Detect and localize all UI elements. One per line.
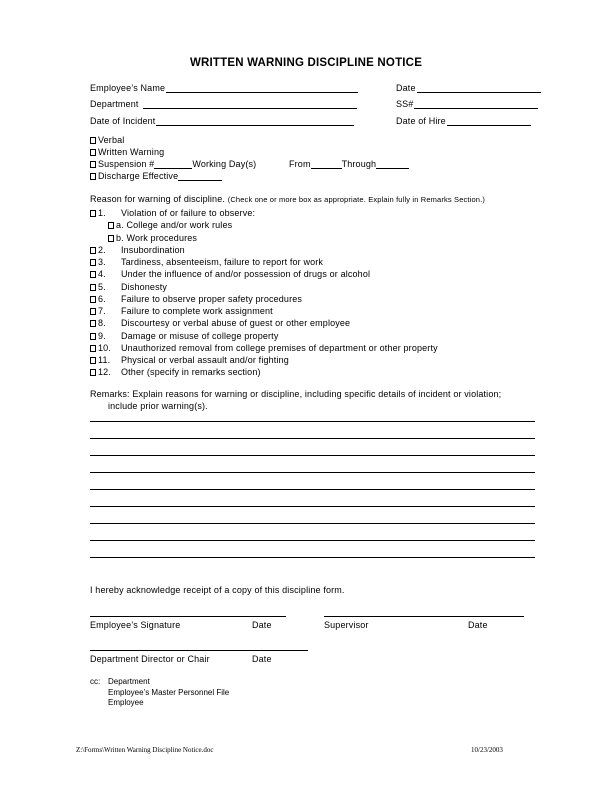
suspension-checkbox[interactable]: [90, 161, 96, 168]
department-field[interactable]: [90, 99, 357, 109]
reason-number: 12.: [98, 367, 111, 378]
reason-checkbox[interactable]: [108, 235, 114, 242]
reason-checkbox[interactable]: [108, 222, 114, 229]
remarks-line2: include prior warning(s).: [108, 401, 208, 411]
discharge-date-line[interactable]: [178, 171, 222, 181]
reason-number: 7.: [98, 306, 106, 316]
reason-item[interactable]: [90, 245, 185, 255]
date-line[interactable]: [417, 83, 541, 93]
remarks-line[interactable]: [90, 438, 535, 439]
reason-checkbox[interactable]: [90, 333, 96, 340]
date-field[interactable]: [396, 83, 541, 93]
footer-date: 10/23/2003: [471, 746, 503, 754]
written-warning-checkbox[interactable]: [90, 149, 96, 156]
employee-signature-label: Employee’s Signature: [90, 620, 181, 630]
from-line[interactable]: [311, 159, 342, 169]
reason-number: 1.: [98, 208, 106, 218]
reason-item[interactable]: [90, 318, 350, 328]
reason-item[interactable]: [90, 306, 273, 316]
reason-checkbox[interactable]: [90, 369, 96, 376]
date-label: Date: [396, 83, 416, 93]
reason-text: Physical or verbal assault and/or fighting: [121, 355, 289, 365]
reason-checkbox[interactable]: [90, 345, 96, 352]
reason-checkbox[interactable]: [90, 259, 96, 266]
supervisor-label: Supervisor: [324, 620, 369, 630]
reason-checkbox[interactable]: [90, 320, 96, 327]
reason-number: 4.: [98, 269, 106, 280]
reason-text: Failure to complete work assignment: [121, 306, 273, 316]
reason-item[interactable]: [90, 355, 289, 365]
remarks-line1: Remarks: Explain reasons for warning or discipline, including specific details of incident or violation;: [90, 389, 502, 399]
reason-text: Discourtesy or verbal abuse of guest or other employee: [121, 318, 351, 329]
reason-text: Insubordination: [121, 244, 185, 255]
reason-text: Dishonesty: [121, 281, 168, 292]
reason-text: b. Work procedures: [116, 232, 198, 243]
director-label: Department Director or Chair: [90, 654, 210, 664]
reason-text: Damage or misuse of college property: [121, 330, 279, 341]
reason-number: 6.: [98, 293, 106, 304]
working-days-label: Working Day(s): [192, 159, 257, 169]
employee-date-label: Date: [252, 620, 272, 630]
ss-field[interactable]: [396, 99, 538, 109]
reason-checkbox[interactable]: [90, 247, 96, 254]
reason-text: Other (specify in remarks section): [121, 367, 261, 378]
remarks-line[interactable]: [90, 557, 535, 558]
ss-label: SS#: [396, 99, 414, 109]
through-line[interactable]: [376, 159, 409, 169]
discharge-checkbox[interactable]: [90, 173, 96, 180]
reason-item[interactable]: [90, 331, 278, 341]
acknowledgement-text: I hereby acknowledge receipt of a copy of this discipline form.: [90, 585, 345, 595]
verbal-label: Verbal: [98, 135, 125, 145]
date-of-incident-field[interactable]: [90, 116, 354, 126]
director-signature-line[interactable]: [90, 650, 308, 651]
remarks-line[interactable]: [90, 523, 535, 524]
from-label: From: [289, 159, 311, 169]
reason-heading: [90, 194, 485, 204]
date-of-hire-field[interactable]: [396, 116, 531, 126]
reason-number: 5.: [98, 281, 106, 292]
reason-number: 9.: [98, 330, 106, 341]
suspension-label: Suspension #: [98, 159, 155, 169]
ss-line[interactable]: [414, 99, 538, 109]
reason-lead: Reason for warning of discipline.: [90, 194, 226, 204]
reason-checkbox[interactable]: [90, 284, 96, 291]
employee-name-line[interactable]: [166, 83, 358, 93]
through-label: Through: [341, 159, 377, 169]
reason-item[interactable]: [90, 294, 302, 304]
discharge-option[interactable]: [90, 171, 222, 181]
reason-item[interactable]: [90, 257, 323, 267]
cc-item-department: Department: [108, 677, 150, 686]
suspension-number-line[interactable]: [154, 159, 192, 169]
page-title: WRITTEN WARNING DISCIPLINE NOTICE: [189, 57, 423, 69]
remarks-line[interactable]: [90, 540, 535, 541]
reason-checkbox[interactable]: [90, 296, 96, 303]
verbal-checkbox[interactable]: [90, 137, 96, 144]
written-warning-option[interactable]: [90, 147, 164, 157]
reason-checkbox[interactable]: [90, 271, 96, 278]
remarks-line[interactable]: [90, 506, 535, 507]
reason-number: 8.: [98, 318, 106, 329]
date-of-incident-label: Date of Incident: [90, 116, 156, 126]
date-of-hire-line[interactable]: [447, 116, 531, 126]
reason-checkbox[interactable]: [90, 308, 96, 315]
written-warning-label: Written Warning: [98, 147, 165, 157]
reason-number: 2.: [98, 244, 106, 255]
reason-text: Violation of or failure to observe:: [121, 208, 256, 218]
suspension-period[interactable]: [289, 159, 409, 169]
reason-note: (Check one or more box as appropriate. Explain fully in Remarks Section.): [227, 195, 485, 204]
discharge-label: Discharge Effective: [98, 171, 179, 181]
employee-signature-line[interactable]: [90, 616, 286, 617]
reason-checkbox[interactable]: [90, 210, 96, 217]
reason-item[interactable]: [90, 208, 255, 218]
remarks-line[interactable]: [90, 421, 535, 422]
director-date-label: Date: [252, 654, 272, 664]
cc-item-personnel-file: Employee’s Master Personnel File: [108, 688, 230, 697]
department-label: Department: [90, 99, 139, 109]
remarks-line[interactable]: [90, 455, 535, 456]
reason-item[interactable]: [90, 282, 167, 292]
department-line[interactable]: [143, 99, 357, 109]
date-of-hire-label: Date of Hire: [396, 116, 446, 126]
remarks-line[interactable]: [90, 489, 535, 490]
reason-text: Unauthorized removal from college premises of department or other property: [121, 342, 438, 353]
reason-text: Failure to observe proper safety procedures: [121, 293, 303, 304]
reason-item[interactable]: [90, 367, 261, 377]
verbal-option[interactable]: [90, 135, 124, 145]
footer-file-path: Z:\Forms\Written Warning Discipline Notice.doc: [76, 746, 214, 754]
date-of-incident-line[interactable]: [156, 116, 354, 126]
reason-text: Under the influence of and/or possession of drugs or alcohol: [121, 269, 371, 280]
reason-item[interactable]: [90, 269, 370, 279]
cc-label: cc:: [90, 677, 101, 686]
reason-text: a. College and/or work rules: [116, 220, 233, 231]
reason-number: 10.: [98, 342, 111, 353]
supervisor-date-label: Date: [468, 620, 488, 630]
suspension-option[interactable]: [90, 159, 256, 169]
cc-item-employee: Employee: [108, 698, 144, 707]
reason-item[interactable]: [108, 220, 232, 230]
employee-name-label: Employee’s Name: [90, 83, 166, 93]
reason-item[interactable]: [90, 343, 438, 353]
reason-text: Tardiness, absenteeism, failure to report for work: [121, 257, 324, 267]
reason-number: 11.: [98, 355, 111, 365]
employee-name-field[interactable]: [90, 83, 358, 93]
remarks-line[interactable]: [90, 472, 535, 473]
reason-item[interactable]: [108, 233, 197, 243]
reason-number: 3.: [98, 257, 106, 267]
supervisor-signature-line[interactable]: [324, 616, 524, 617]
reason-checkbox[interactable]: [90, 357, 96, 364]
